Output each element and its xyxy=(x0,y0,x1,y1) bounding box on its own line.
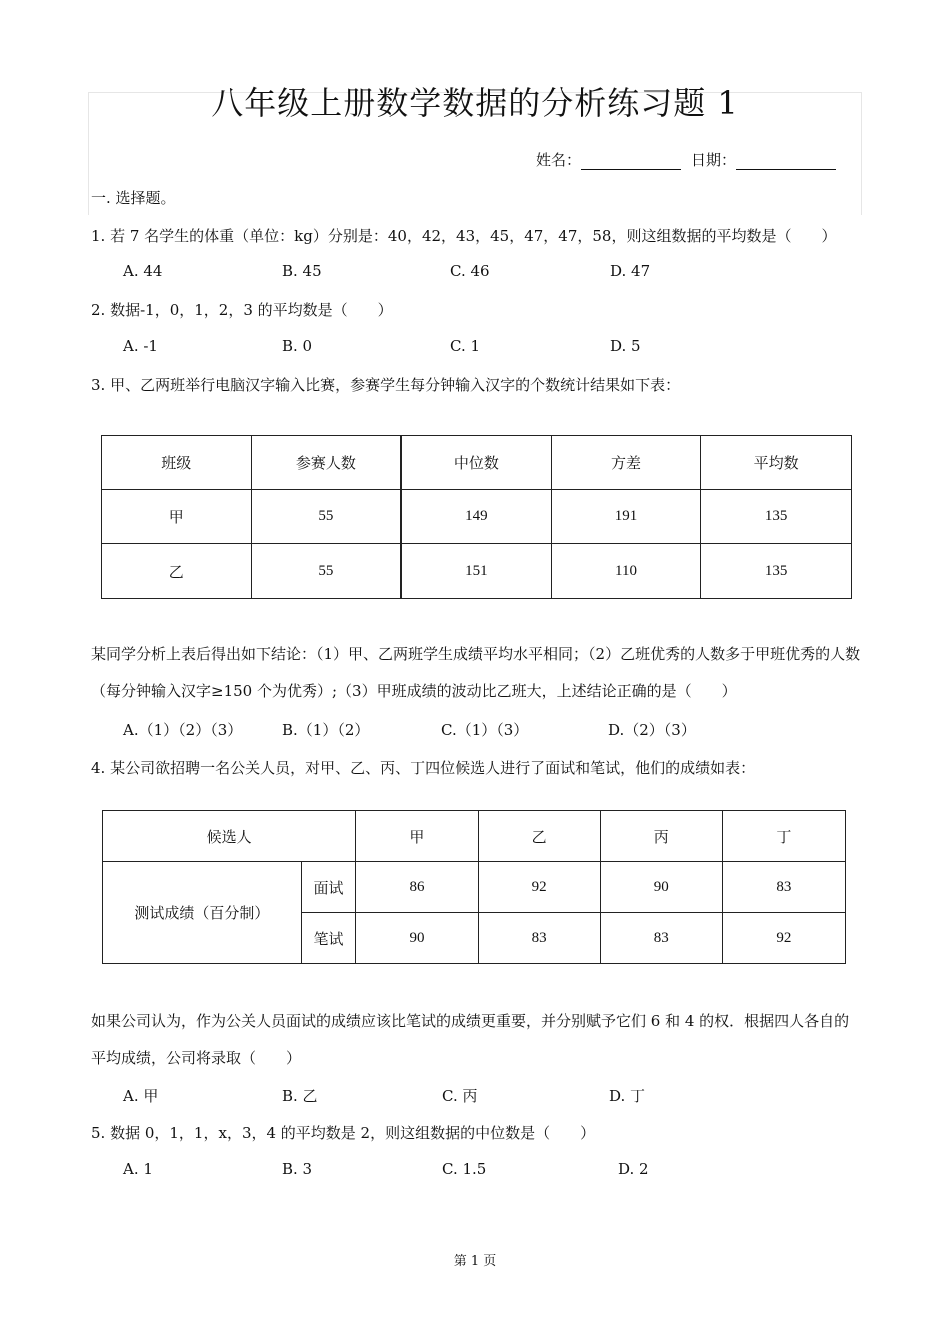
option-d: D. 5 xyxy=(610,337,641,355)
table-cell: 149 xyxy=(401,490,551,544)
table-group-cell: 测试成绩（百分制） xyxy=(103,862,302,964)
table-header-cell: 方差 xyxy=(551,436,701,490)
table-row xyxy=(103,862,846,913)
table-cell: 55 xyxy=(251,490,401,544)
option-a: A.（1）（2）（3） xyxy=(123,721,243,739)
table-cell: 83 xyxy=(722,862,845,913)
date-label: 日期： xyxy=(691,151,737,169)
option-b: B. 0 xyxy=(282,337,313,355)
question-4-analysis: 如果公司认为，作为公关人员面试的成绩应该比笔试的成绩更重要，并分别赋予它们 6 和 4 的权．根据四人各自的平均成绩，公司将录取（ ） xyxy=(91,1012,850,1067)
question-2-stem: 2. 数据-1，0，1，2，3 的平均数是（ ） xyxy=(91,301,393,319)
option-b: B. 3 xyxy=(282,1160,313,1178)
section-heading: 一. 选择题。 xyxy=(91,189,176,207)
table-cell: 甲 xyxy=(102,490,252,544)
table-cell: 乙 xyxy=(102,544,252,599)
option-a: A. 甲 xyxy=(123,1087,159,1105)
table-header-cell: 参赛人数 xyxy=(251,436,401,490)
option-c: C. 1.5 xyxy=(442,1160,487,1178)
option-d: D. 47 xyxy=(610,262,651,280)
page-number: 第 1 页 xyxy=(453,1254,497,1269)
date-blank xyxy=(736,153,836,170)
table-cell: 面试 xyxy=(301,862,356,913)
table-cell: 55 xyxy=(251,544,401,599)
table-cell: 笔试 xyxy=(301,913,356,964)
table-cell: 135 xyxy=(701,544,852,599)
table-header-cell: 中位数 xyxy=(401,436,551,490)
table-row xyxy=(102,544,852,599)
option-a: A. -1 xyxy=(123,337,158,355)
table-header-cell: 丙 xyxy=(600,811,722,862)
name-label: 姓名： xyxy=(536,151,582,169)
table-cell: 86 xyxy=(356,862,478,913)
question-3-stem: 3. 甲、乙两班举行电脑汉字输入比赛，参赛学生每分钟输入汉字的个数统计结果如下表： xyxy=(91,376,681,394)
table-cell: 110 xyxy=(551,544,701,599)
table-header-cell: 丁 xyxy=(722,811,845,862)
option-c: C. 丙 xyxy=(442,1087,478,1105)
name-date-fields xyxy=(536,149,836,170)
table-cell: 151 xyxy=(401,544,551,599)
candidate-score-table xyxy=(102,810,846,964)
table-header-row xyxy=(102,436,852,490)
option-c: C.（1）（3） xyxy=(441,721,529,739)
question-1-stem: 1. 若 7 名学生的体重（单位：kg）分别是：40，42，43，45，47，47，58，则这组数据的平均数是（ ） xyxy=(91,227,837,245)
question-4-stem: 4. 某公司欲招聘一名公关人员，对甲、乙、丙、丁四位候选人进行了面试和笔试，他们的成绩如表： xyxy=(91,759,756,777)
table-header-cell: 候选人 xyxy=(103,811,356,862)
option-c: C. 1 xyxy=(450,337,481,355)
option-d: D. 丁 xyxy=(609,1087,646,1105)
option-d: D.（2）（3） xyxy=(608,721,696,739)
table-cell: 90 xyxy=(356,913,478,964)
table-header-cell: 乙 xyxy=(478,811,600,862)
typing-contest-table xyxy=(101,435,852,599)
table-cell: 191 xyxy=(551,490,701,544)
option-a: A. 44 xyxy=(123,262,163,280)
table-cell: 83 xyxy=(478,913,600,964)
page-title: 八年级上册数学数据的分析练习题 1 xyxy=(211,84,739,122)
option-d: D. 2 xyxy=(618,1160,649,1178)
option-c: C. 46 xyxy=(450,262,490,280)
name-blank xyxy=(581,153,681,170)
table-cell: 90 xyxy=(600,862,722,913)
table-header-cell: 甲 xyxy=(356,811,478,862)
table-cell: 83 xyxy=(600,913,722,964)
table-cell: 92 xyxy=(722,913,845,964)
table-header-cell: 班级 xyxy=(102,436,252,490)
option-a: A. 1 xyxy=(123,1160,153,1178)
question-3-analysis: 某同学分析上表后得出如下结论：（1）甲、乙两班学生成绩平均水平相同；（2）乙班优秀的人数多于甲班优秀的人数（每分钟输入汉字≥150 个为优秀）;（3）甲班成绩的波动比乙班大，上述结论正确的是（ ） xyxy=(91,645,861,700)
table-cell: 135 xyxy=(701,490,852,544)
option-b: B.（1）（2） xyxy=(282,721,370,739)
table-row xyxy=(102,490,852,544)
table-header-row xyxy=(103,811,846,862)
option-b: B. 乙 xyxy=(282,1087,318,1105)
option-b: B. 45 xyxy=(282,262,322,280)
table-cell: 92 xyxy=(478,862,600,913)
table-header-cell: 平均数 xyxy=(701,436,852,490)
question-5-stem: 5. 数据 0，1，1，x，3，4 的平均数是 2，则这组数据的中位数是（ ） xyxy=(91,1124,596,1142)
